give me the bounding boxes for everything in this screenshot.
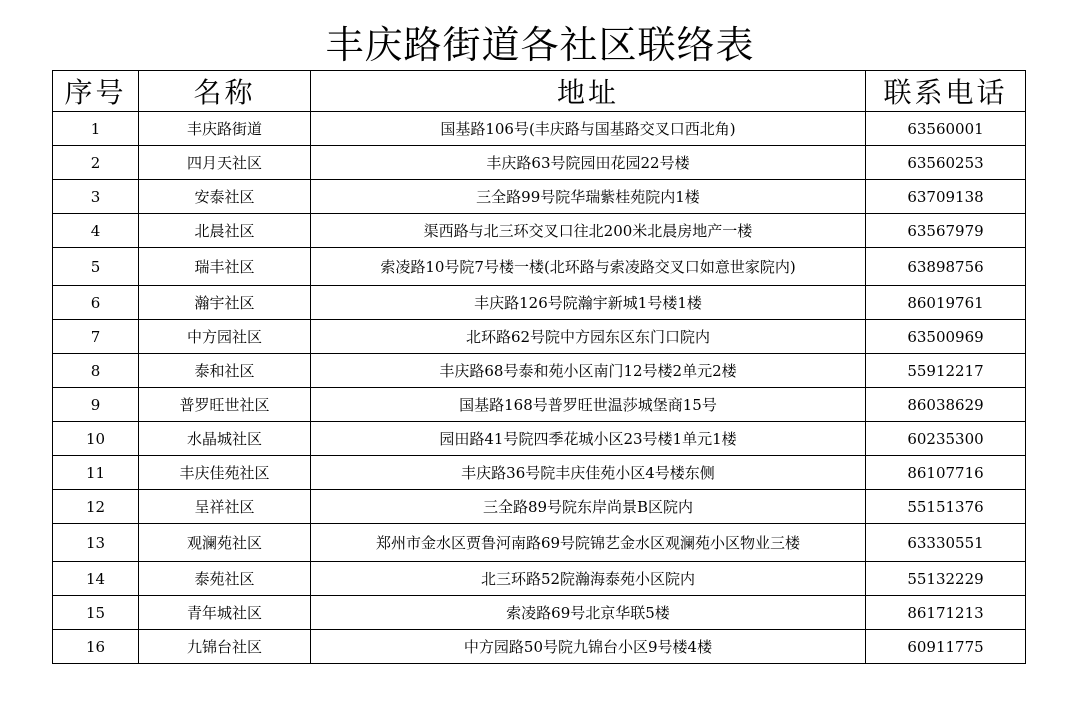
header-address: 地址 [311,71,866,112]
table-row [53,180,1026,214]
cell-address: 丰庆路68号泰和苑小区南门12号楼2单元2楼 [311,354,866,388]
cell-phone: 86038629 [866,388,1026,422]
cell-name: 丰庆佳苑社区 [139,456,311,490]
table-row [53,490,1026,524]
cell-phone: 55132229 [866,562,1026,596]
cell-name: 普罗旺世社区 [139,388,311,422]
table-row [53,422,1026,456]
cell-address: 三全路89号院东岸尚景B区院内 [311,490,866,524]
cell-phone: 60911775 [866,630,1026,664]
cell-address: 北环路62号院中方园东区东门口院内 [311,320,866,354]
cell-phone: 86171213 [866,596,1026,630]
cell-index: 15 [53,596,139,630]
table-row [53,596,1026,630]
table-row [53,354,1026,388]
table-row [53,214,1026,248]
cell-name: 呈祥社区 [139,490,311,524]
cell-phone: 63560001 [866,112,1026,146]
header-name: 名称 [139,71,311,112]
cell-index: 14 [53,562,139,596]
cell-address: 丰庆路126号院瀚宇新城1号楼1楼 [311,286,866,320]
table-row [53,320,1026,354]
cell-phone: 63567979 [866,214,1026,248]
cell-index: 6 [53,286,139,320]
cell-index: 2 [53,146,139,180]
table-row [53,456,1026,490]
cell-index: 3 [53,180,139,214]
cell-address: 国基路168号普罗旺世温莎城堡商15号 [311,388,866,422]
cell-address: 中方园路50号院九锦台小区9号楼4楼 [311,630,866,664]
cell-phone: 63330551 [866,524,1026,562]
cell-name: 北晨社区 [139,214,311,248]
cell-index: 16 [53,630,139,664]
cell-phone: 55912217 [866,354,1026,388]
table-row [53,630,1026,664]
header-row [53,71,1026,112]
cell-name: 九锦台社区 [139,630,311,664]
cell-phone: 86019761 [866,286,1026,320]
table-row [53,146,1026,180]
contact-table [52,70,1026,664]
cell-name: 青年城社区 [139,596,311,630]
cell-name: 丰庆路街道 [139,112,311,146]
cell-phone: 60235300 [866,422,1026,456]
table-row [53,112,1026,146]
cell-address: 国基路106号(丰庆路与国基路交叉口西北角) [311,112,866,146]
cell-name: 泰和社区 [139,354,311,388]
cell-index: 7 [53,320,139,354]
cell-index: 11 [53,456,139,490]
cell-address: 郑州市金水区贾鲁河南路69号院锦艺金水区观澜苑小区物业三楼 [311,524,866,562]
cell-address: 丰庆路36号院丰庆佳苑小区4号楼东侧 [311,456,866,490]
cell-name: 泰苑社区 [139,562,311,596]
cell-name: 水晶城社区 [139,422,311,456]
cell-address: 索凌路69号北京华联5楼 [311,596,866,630]
cell-phone: 63500969 [866,320,1026,354]
cell-phone: 86107716 [866,456,1026,490]
cell-phone: 55151376 [866,490,1026,524]
cell-index: 8 [53,354,139,388]
cell-name: 观澜苑社区 [139,524,311,562]
cell-index: 1 [53,112,139,146]
cell-index: 13 [53,524,139,562]
cell-phone: 63898756 [866,248,1026,286]
cell-address: 丰庆路63号院园田花园22号楼 [311,146,866,180]
table-row [53,248,1026,286]
table-body [53,112,1026,664]
cell-address: 三全路99号院华瑞紫桂苑院内1楼 [311,180,866,214]
cell-name: 中方园社区 [139,320,311,354]
cell-name: 瑞丰社区 [139,248,311,286]
cell-address: 园田路41号院四季花城小区23号楼1单元1楼 [311,422,866,456]
cell-index: 5 [53,248,139,286]
page-title: 丰庆路街道各社区联络表 [325,23,755,67]
cell-address: 北三环路52院瀚海泰苑小区院内 [311,562,866,596]
header-phone: 联系电话 [866,71,1026,112]
cell-index: 4 [53,214,139,248]
table-row [53,562,1026,596]
cell-name: 四月天社区 [139,146,311,180]
cell-address: 索凌路10号院7号楼一楼(北环路与索凌路交叉口如意世家院内) [311,248,866,286]
cell-name: 瀚宇社区 [139,286,311,320]
cell-index: 9 [53,388,139,422]
cell-phone: 63560253 [866,146,1026,180]
header-index: 序号 [53,71,139,112]
cell-name: 安泰社区 [139,180,311,214]
table-row [53,524,1026,562]
cell-index: 12 [53,490,139,524]
cell-address: 渠西路与北三环交叉口往北200米北晨房地产一楼 [311,214,866,248]
cell-phone: 63709138 [866,180,1026,214]
table-row [53,286,1026,320]
cell-index: 10 [53,422,139,456]
table-row [53,388,1026,422]
